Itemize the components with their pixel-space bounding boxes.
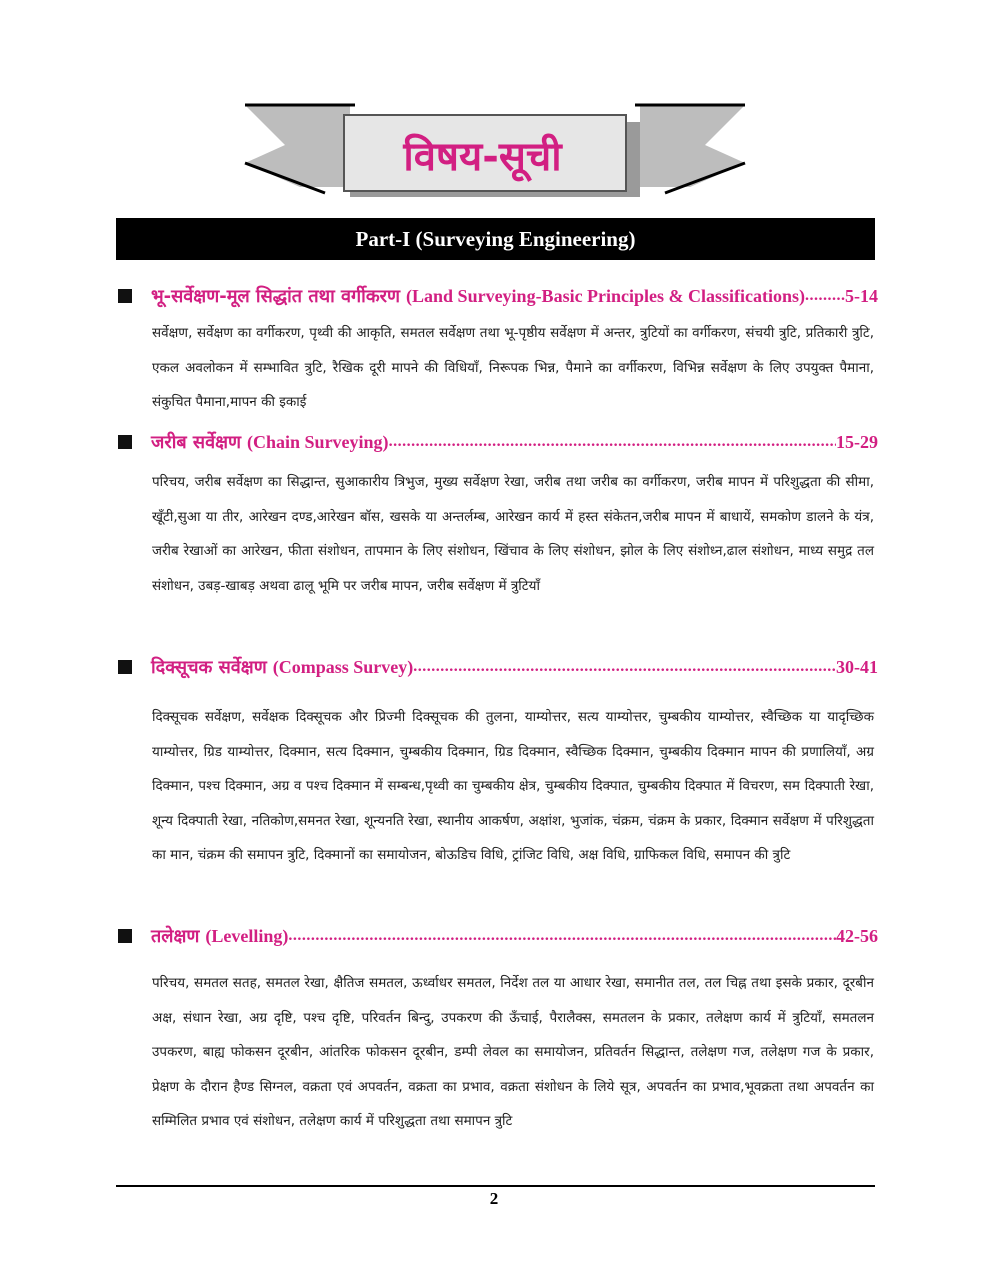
section-title-hindi: तलेक्षण [151,926,200,947]
section-title-english: (Chain Surveying) [247,431,389,452]
square-bullet-icon [118,929,132,943]
section-topics: परिचय, जरीब सर्वेक्षण का सिद्धान्त, सुआकारीय त्रिभुज, मुख्य सर्वेक्षण रेखा, जरीब तथा जरीब का वर्गीकरण, जरीब मापन में परिशुद्धता की सीमा, खूँटी,सुआ या तीर, आरेखन दण्ड,आरेखन बॉस, खसके या अन्तर्लम्ब, आरेखन कार्य में हस्त संकेतन,जरीब मापन में बाधायें, समकोण डालने के यंत्र, जरीब रेखाओं का आरेखन, फीता संशोधन, तापमान के लिए संशोधन, खिंचाव के लिए संशोधन, झोल के लिए संशोध्न,ढाल संशोधन, माध्य समुद्र तल संशोधन, उबड़-खाबड़ अथवा ढालू भूमि पर जरीब मापन, जरीब सर्वेक्षण में त्रुटियाँ [152,474,874,594]
dot-leader [288,927,836,945]
section-pages: 15-29 [836,431,878,452]
section-topics: परिचय, समतल सतह, समतल रेखा, क्षैतिज समतल, ऊर्ध्वाधर समतल, निर्देश तल या आधार रेखा, समानीत तल, तल चिह्न तथा इसके प्रकार, दूरबीन अक्ष, संधान रेखा, अग्र दृष्टि, पश्च दृष्टि, परिवर्तन बिन्दु, उपकरण की ऊँचाई, पैरालैक्स, समतलन के प्रकार, तलेक्षण कार्य में त्रुटियाँ, समतलन उपकरण, बाह्य फोकसन दूरबीन, आंतरिक फोकसन दूरबीन, डम्पी लेवल का समायोजन, प्रतिवर्तन सिद्धान्त, तलेक्षण गज, तलेक्षण गज के प्रकार, प्रेक्षण के दौरान हैण्ड सिग्नल, वक्रता एवं अपवर्तन, वक्रता का प्रभाव, वक्रता संशोधन के लिये सूत्र, अपवर्तन का प्रभाव,भूवक्रता तथा अपवर्तन का सम्मिलित प्रभाव एवं संशोधन, तलेक्षण कार्य में परिशुद्धता तथा समापन त्रुटि [152,975,874,1129]
square-bullet-icon [118,435,132,449]
toc-title: विषय-सूची [403,133,562,180]
section-title-english: (Levelling) [205,925,289,946]
section-title-hindi: जरीब सर्वेक्षण [151,432,242,453]
section-title-english: (Compass Survey) [272,656,414,677]
section-pages: 30-41 [836,656,878,677]
section-heading [118,427,878,457]
section-title-hindi: भू-सर्वेक्षण-मूल सिद्धांत तथा वर्गीकरण [151,286,401,307]
section-heading [118,281,878,311]
footer-rule [116,1185,875,1187]
section-topics: दिक्सूचक सर्वेक्षण, सर्वेक्षक दिक्सूचक और प्रिज्मी दिक्सूचक की तुलना, याम्योत्तर, सत्य याम्योत्तर, चुम्बकीय याम्योत्तर, स्वैच्छिक या यादृच्छिक याम्योत्तर, ग्रिड याम्योत्तर, दिक्मान, सत्य दिक्मान, चुम्बकीय दिक्मान, ग्रिड दिक्मान, स्वैच्छिक दिक्मान, चुम्बकीय दिक्मान मापन की प्रणालियाँ, अग्र दिक्मान, पश्च दिक्मान, अग्र व पश्च दिक्मान में सम्बन्ध,पृथ्वी का चुम्बकीय क्षेत्र, चुम्बकीय दिक्पात, चुम्बकीय दिक्पात में विचरण, सम दिक्पाती रेखा, शून्य दिक्पाती रेखा, नतिकोण,समनत रेखा, शून्यनति रेखा, स्थानीय आकर्षण, अक्षांश, भुजांक, चंक्रम, चंक्रम के प्रकार, दिक्मान सर्वेक्षण में परिशुद्धता का मान, चंक्रम की समापन त्रुटि, दिक्मानों का समायोजन, बोऊडिच विधि, ट्रांजिट विधि, अक्ष विधि, ग्राफिकल विधि, समापन की त्रुटि [152,709,874,863]
section-title-english: (Land Surveying-Basic Principles & Classifications) [406,285,806,306]
square-bullet-icon [118,289,132,303]
section-pages: 5-14 [845,285,878,306]
dot-leader [805,287,845,305]
part-heading-bar: Part-I (Surveying Engineering) [116,218,875,260]
section-heading [118,921,878,951]
section-heading [118,652,878,682]
section-topics: सर्वेक्षण, सर्वेक्षण का वर्गीकरण, पृथ्वी की आकृति, समतल सर्वेक्षण तथा भू-पृष्ठीय सर्वेक्षण में अन्तर, त्रुटियों का वर्गीकरण, संचयी त्रुटि, प्रतिकारी त्रुटि, एकल अवलोकन में सम्भावित त्रुटि, रैखिक दूरी मापने की विधियाँ, निरूपक भिन्न, पैमाने का वर्गीकरण, विभिन्न सर्वेक्षण के लिए उपयुक्त पैमाना, संकुचित पैमाना,मापन की इकाई [152,325,874,410]
section-pages: 42-56 [836,925,878,946]
dot-leader [413,658,836,676]
square-bullet-icon [118,660,132,674]
dot-leader [389,433,836,451]
section-title-hindi: दिक्सूचक सर्वेक्षण [151,657,267,678]
page-number: 2 [489,1189,499,1208]
